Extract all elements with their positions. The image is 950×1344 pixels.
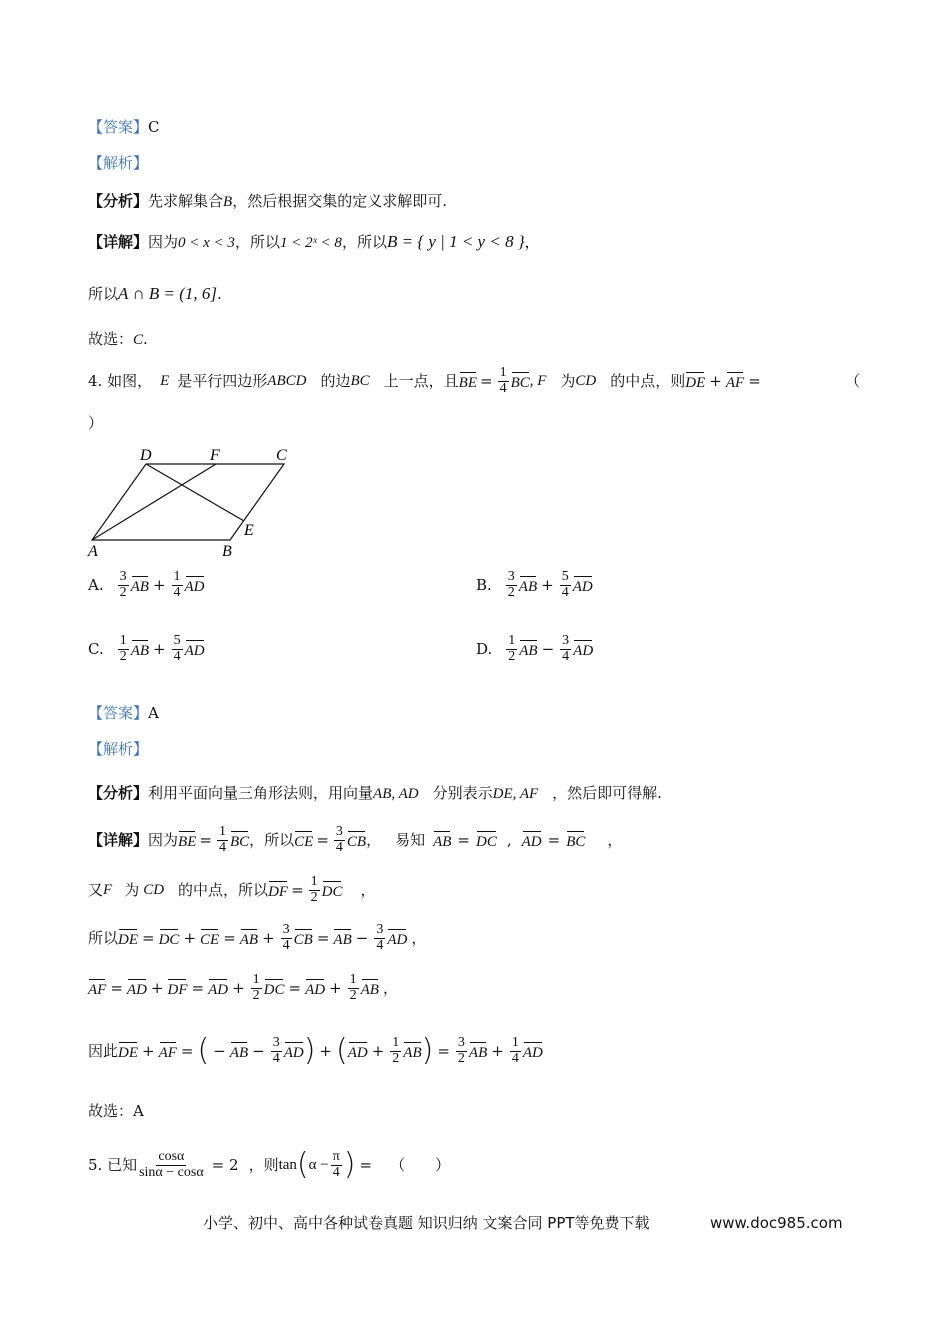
num: 5 [173, 633, 181, 648]
option-label: B. [476, 576, 492, 595]
num: 1 [119, 633, 127, 648]
detail-line-2: 又 F 为 CD 的中点，所以 DF = $\frac{1}{2}$ DC ， [88, 873, 376, 905]
vector-ce: CE [294, 830, 313, 851]
label-c: C [276, 447, 287, 464]
alpha-minus: α − [308, 1157, 329, 1173]
option-b[interactable] [476, 570, 593, 600]
question-5-stem: 5. 已知 $\frac{\cos\alpha}{\sin\alpha - \cos\alpha}$ = 2 ，则 tan ( α − $\frac{\pi}{4}$ ) = （ ） [88, 1147, 451, 1182]
den: 4 [562, 648, 570, 664]
den: 4 [173, 584, 181, 600]
vector-de: DE [685, 371, 705, 392]
comma: ， [249, 831, 265, 849]
side-cd: CD [575, 373, 597, 389]
text-because: 因为 [148, 831, 179, 849]
num: 1 [508, 633, 516, 648]
vector-ad: AD [522, 830, 542, 851]
den: 2 [508, 648, 516, 664]
detail-tag: 【详解】 [88, 233, 149, 251]
q5-number: 5. 已知 [88, 1156, 138, 1174]
set-b-def: B = { y | 1 < y < 8 } [386, 232, 525, 251]
vector-ab: AB [131, 575, 149, 596]
num: π [332, 1148, 340, 1164]
detail-comma: ， [524, 233, 540, 251]
text-also: 又 [88, 881, 104, 899]
operator: − [541, 640, 555, 659]
fraction-1-4 [217, 825, 228, 855]
coef-2 [560, 570, 571, 600]
cos-fraction [139, 1150, 204, 1180]
fenxi-text-end: ，然后根据交集的定义求解即可. [232, 192, 447, 210]
num: cosα [158, 1148, 185, 1164]
point-e: E [160, 373, 170, 389]
num: 5 [561, 569, 569, 584]
vector-ad: AD [185, 575, 205, 596]
vector-dc: DC [322, 880, 343, 901]
vector-ab: AB [131, 639, 149, 660]
fenxi-tag: 【分析】 [88, 192, 149, 210]
den: 4 [335, 839, 343, 855]
text-is: 为 [124, 881, 140, 899]
fenxi-text: 利用平面向量三角形法则，用向量 [148, 784, 374, 802]
vector-be: BE [459, 371, 477, 392]
choose-text: 故选： [88, 330, 134, 348]
paren-open: （ [845, 372, 861, 390]
detail-tag: 【详解】 [88, 831, 149, 849]
so-text: 所以 [88, 285, 119, 303]
footer-text: 小学、初中、高中各种试卷真题 知识归纳 文案合同 PPT等免费下载 [203, 1214, 650, 1232]
analysis-tag: 【解析】 [88, 740, 149, 758]
q4-text-5: 的中点，则 [610, 372, 686, 390]
fenxi-line-q3 [88, 192, 447, 211]
coef-1 [118, 634, 129, 664]
coef-2 [172, 634, 183, 664]
fraction-1-2: $\frac{1}{2}$ [310, 873, 318, 905]
fenxi-line-q4 [88, 784, 662, 803]
point-f: , F [529, 373, 547, 389]
equals-2: = 2 [211, 1156, 239, 1174]
label-a: A [88, 543, 98, 560]
paren-close: ） [88, 414, 104, 432]
q4-text-4: 为 [560, 372, 576, 390]
operator: + [541, 576, 554, 595]
num: 3 [507, 569, 515, 584]
detail-text-2: ，所以 [234, 233, 280, 251]
comma: ， [366, 831, 382, 849]
coef-1 [118, 570, 129, 600]
den: 4 [173, 648, 181, 664]
vector-bc: BC [511, 371, 530, 392]
text-midpoint: 的中点，所以 [178, 881, 269, 899]
choose-end: . [143, 330, 148, 348]
tan: tan [278, 1157, 297, 1173]
num: 1 [218, 823, 226, 839]
operator: + [152, 576, 166, 595]
pi-over-4 [331, 1150, 342, 1180]
parallelogram-name: ABCD [267, 373, 307, 389]
vector-ab: AB [519, 639, 537, 660]
option-a[interactable] [88, 570, 205, 600]
so-line-q3 [88, 284, 222, 304]
den: 2 [119, 584, 127, 600]
num: 1 [173, 569, 181, 584]
equals: = [479, 372, 493, 390]
text-so: 所以 [88, 929, 119, 947]
num: 3 [335, 823, 343, 839]
den: 2 [119, 648, 127, 664]
answer-value: C [148, 118, 160, 136]
vector-cb: CB [347, 830, 366, 851]
den: 4 [332, 1164, 340, 1180]
analysis-tag: 【解析】 [88, 154, 149, 172]
text-therefore: 因此 [88, 1042, 119, 1060]
detail-text-3: ，所以 [341, 233, 387, 251]
detail-line-q3 [88, 232, 540, 252]
choose-line-q4: 故选：A [88, 1102, 144, 1120]
answer-line-q4 [88, 704, 159, 722]
vector-ad: AD [573, 639, 593, 660]
equals-2: = [748, 372, 761, 390]
label-b: B [222, 543, 232, 560]
q4-text-1: 是平行四边形 [177, 372, 268, 390]
q4-text-3: 上一点，且 [383, 372, 459, 390]
detail-line-5: 因此 DE + AF = ( − AB − $\frac{3}{4}$ AD ) + ( AD + $\frac{1}{2}$ AB ) = $\frac{3}{2}$ AB + $\frac{1}{4}$ AD [88, 1033, 543, 1068]
parallelogram-outline [92, 464, 284, 540]
coef-2 [560, 634, 571, 664]
point-f: F [103, 882, 113, 898]
footer-url[interactable]: www.doc985.com [710, 1214, 843, 1232]
option-label: A. [88, 576, 104, 595]
den: 4 [499, 380, 507, 396]
vector-ab: AB [433, 830, 451, 851]
segment-de [146, 464, 244, 521]
vector-ad: AD [185, 639, 205, 660]
parallelogram-figure [84, 444, 314, 562]
text-so: 所以 [264, 831, 295, 849]
detail-line-4: AF = AD + DF = AD + $\frac{1}{2}$ DC = AD + $\frac{1}{2}$ AB ， [88, 971, 398, 1003]
vector-ad: AD [573, 575, 593, 596]
detail-line-1: 【详解】 因为 BE = $\frac{1}{4}$ BC ， 所以 CE = $\frac{3}{4}$ CB ， 易知 AB = DC , AD = BC ， [88, 823, 623, 855]
comma: ， [360, 881, 376, 899]
vector-df: DF [268, 880, 288, 901]
vector-bc: BC [566, 830, 585, 851]
choose-line-q3 [88, 330, 148, 349]
inequality-x: 0 < x < 3 [178, 235, 235, 251]
vectors-de-af: DE, AF [492, 786, 539, 802]
num: 1 [499, 364, 507, 380]
detail-line-3: 所以 DE = DC + CE = AB + $\frac{3}{4}$ CB = AB − $\frac{3}{4}$ AD ， [88, 921, 427, 953]
question-4-stem [88, 362, 761, 400]
vector-be: BE [178, 830, 196, 851]
num: 3 [562, 633, 570, 648]
side-cd: CD [143, 882, 165, 898]
answer-tag: 【答案】 [88, 704, 149, 722]
intersection-expr: A ∩ B = (1, 6] [118, 284, 218, 303]
equals: = [359, 1156, 373, 1174]
coef-1 [506, 634, 517, 664]
operator: + [153, 640, 166, 659]
option-label: D. [476, 640, 493, 659]
label-f: F [210, 447, 220, 464]
set-b: B [223, 194, 233, 210]
fenxi-tag: 【分析】 [88, 784, 149, 802]
option-d[interactable] [476, 634, 593, 664]
inequality-exp: 1 < 2ˣ < 8 [279, 235, 342, 251]
comma: ， [607, 831, 623, 849]
equals: = [199, 831, 212, 849]
option-label: C. [88, 640, 104, 659]
den: sinα − cosα [139, 1164, 204, 1180]
vectors-ab-ad: AB, AD [373, 786, 419, 802]
text-easy: 易知 [395, 831, 426, 849]
den: 4 [561, 584, 569, 600]
comma: ， [411, 929, 427, 947]
equals: = [316, 831, 329, 849]
vector-ab: AB [519, 575, 537, 596]
comma: ， [382, 979, 398, 997]
q5-text-then: ，则 [248, 1156, 279, 1174]
answer-paren: （ ） [390, 1156, 451, 1174]
vector-af: AF [726, 371, 744, 392]
answer-tag: 【答案】 [88, 118, 149, 136]
detail-text: 因为 [148, 233, 179, 251]
den: 4 [218, 839, 226, 855]
option-c[interactable] [88, 634, 205, 664]
num: 3 [119, 569, 127, 584]
label-d: D [140, 447, 152, 464]
fraction-3-4 [334, 825, 345, 855]
coef-2 [172, 570, 183, 600]
vector-dc: DC [476, 830, 497, 851]
plus: + [709, 372, 722, 390]
q4-text-2: 的边 [320, 372, 351, 390]
so-end: . [217, 285, 222, 303]
vector-bc: BC [230, 830, 249, 851]
answer-line-q3 [88, 118, 160, 136]
den: 2 [507, 584, 515, 600]
fenxi-text-3: ，然后即可得解. [552, 784, 662, 802]
side-bc: BC [350, 373, 370, 389]
q4-number: 4. 如图， [88, 372, 153, 390]
fraction-1-4 [498, 366, 509, 396]
answer-value: A [148, 704, 159, 722]
fenxi-text-2: 分别表示 [432, 784, 493, 802]
fenxi-text: 先求解集合 [148, 192, 224, 210]
choose-value: C [133, 332, 144, 348]
coef-1 [506, 570, 517, 600]
label-e: E [244, 522, 254, 539]
segment-af [92, 464, 216, 540]
